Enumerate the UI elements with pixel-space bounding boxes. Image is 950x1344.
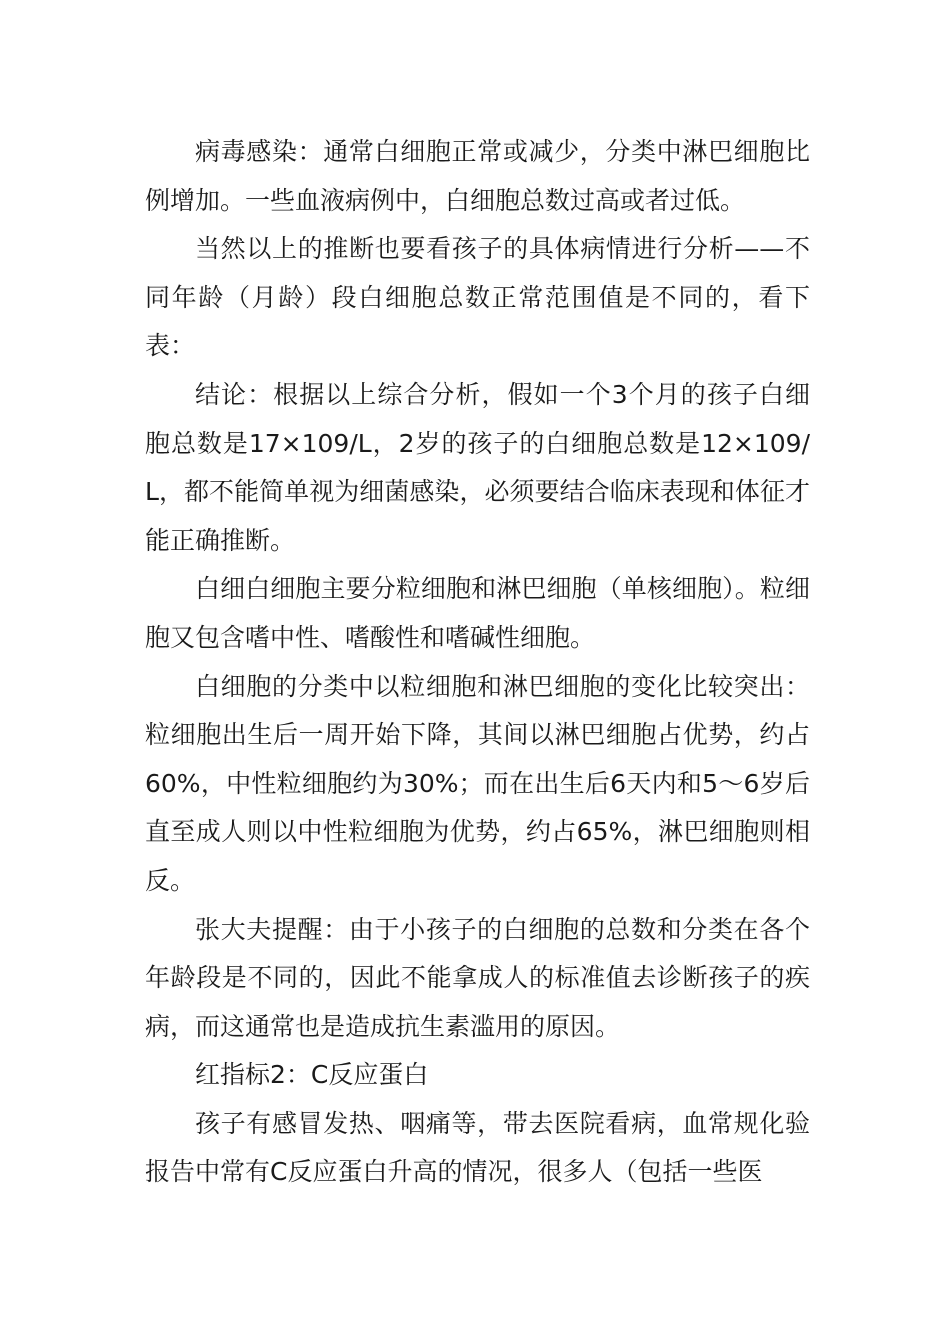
document-body (145, 128, 810, 1197)
paragraph-doctor-reminder: 张大夫提醒：由于小孩子的白细胞的总数和分类在各个年龄段是不同的，因此不能拿成人的标准值去诊断孩子的疾病，而这通常也是造成抗生素滥用的原因。 (145, 914, 810, 1041)
paragraph-cell-types: 白细白细胞主要分粒细胞和淋巴细胞（单核细胞）。粒细胞又包含嗜中性、嗜酸性和嗜碱性细胞。 (145, 574, 810, 652)
paragraph-viral-infection: 病毒感染：通常白细胞正常或减少，分类中淋巴细胞比例增加。一些血液病例中，白细胞总数过高或者过低。 (145, 137, 810, 215)
paragraph-conclusion: 结论：根据以上综合分析，假如一个3个月的孩子白细胞总数是17×109/L，2岁的孩子的白细胞总数是12×109/L，都不能简单视为细菌感染，必须要结合临床表现和体征才能正确推断。 (145, 379, 810, 555)
paragraph-heading-crp: 红指标2：C反应蛋白 (195, 1060, 429, 1090)
paragraph-analysis-note: 当然以上的推断也要看孩子的具体病情进行分析——不同年龄（月龄）段白细胞总数正常范围值是不同的，看下表： (145, 234, 810, 361)
paragraph-crp-intro: 孩子有感冒发热、咽痛等，带去医院看病，血常规化验报告中常有C反应蛋白升高的情况，很多人（包括一些医 (145, 1108, 810, 1187)
paragraph-cell-classification: 白细胞的分类中以粒细胞和淋巴细胞的变化比较突出：粒细胞出生后一周开始下降，其间以淋巴细胞占优势，约占60%，中性粒细胞约为30%；而在出生后6天内和5～6岁后直至成人则以中性粒细胞为优势，约占65%，淋巴细胞则相反。 (145, 671, 810, 895)
